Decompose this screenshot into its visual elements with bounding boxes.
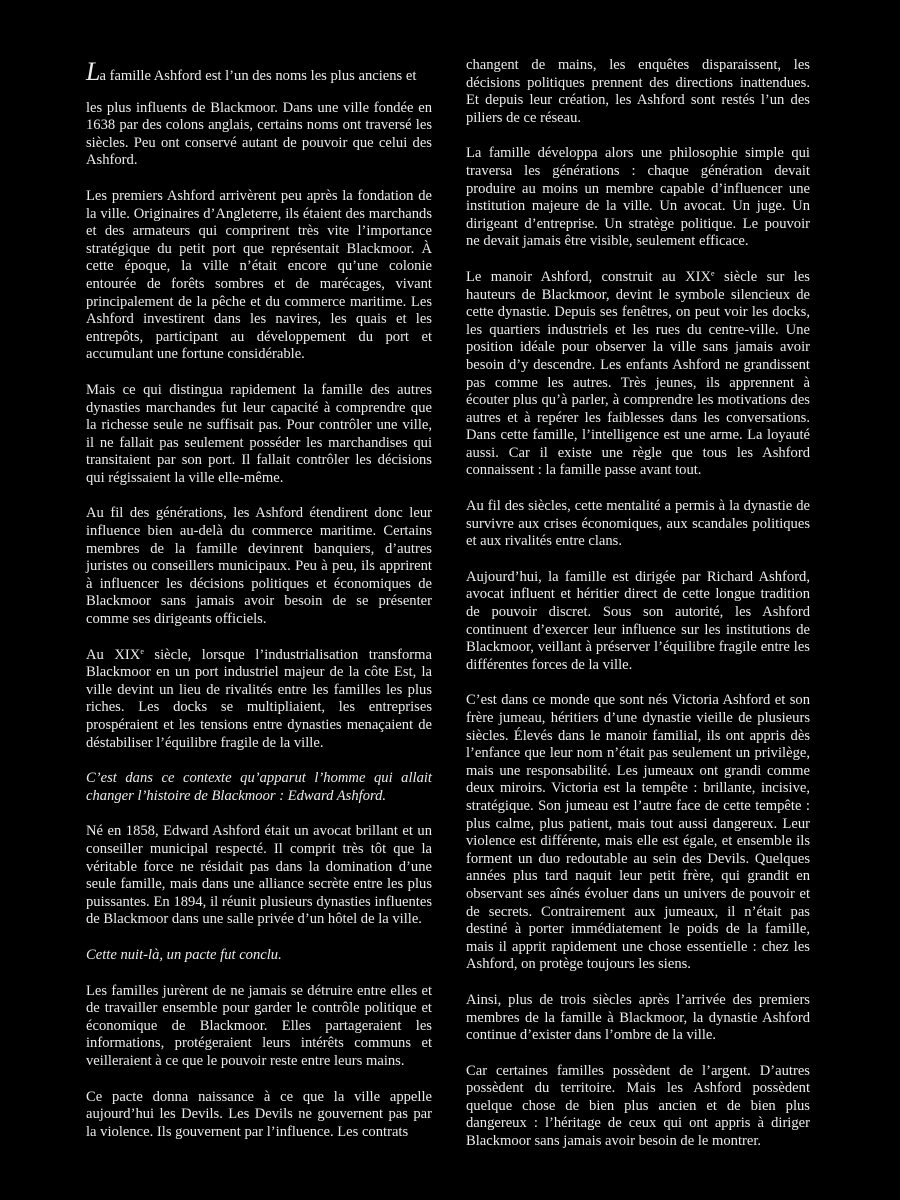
intro-rest: les plus influents de Blackmoor. Dans une ville fondée en 1638 par des colons anglais, certains noms ont traversé les siècles. Peu ont conservé autant de pouvoir que celui des Ashford. (86, 99, 432, 169)
text-segment: Au XIX (86, 646, 141, 663)
paragraph-pact: Cette nuit-là, un pacte fut conclu. (86, 946, 282, 963)
superscript: e (140, 646, 144, 656)
paragraph-edward: Né en 1858, Edward Ashford était un avocat brillant et un conseiller municipal respecté. Il comprit très tôt que la véritable force ne résidait pas dans la domination d’une seule famille, mais dans une alliance secrète entre les plus puissantes. En 1894, il réunit plusieurs dynasties influentes de Blackmoor dans une salle privée d’un hôtel de la ville. (86, 823, 432, 928)
paragraph-richard: Aujourd’hui, la famille est dirigée par Richard Ashford, avocat influent et héritier direct de cette longue tradition de pouvoir discret. Sous son autorité, les Ashford continuent d’exercer leur influence sur les institutions de Blackmoor, veillant à préserver l’équilibre fragile entre les différentes forces de la ville. (466, 568, 810, 673)
paragraph-devils: Ce pacte donna naissance à ce que la ville appelle aujourd’hui les Devils. Les Devils ne gouvernent pas par la violence. Ils gouvernent par l’influence. Les contrats (86, 1088, 432, 1140)
paragraph-closing: Car certaines familles possèdent de l’argent. D’autres possèdent du territoire. Mais les Ashford possèdent quelque chose de bien plus ancien et de bien plus dangereux : l’héritage de ceux qui ont appris à diriger Blackmoor sans jamais avoir besoin de le montrer. (466, 1062, 810, 1150)
paragraph-industrialisation (86, 647, 432, 753)
paragraph-first-ashfords: Les premiers Ashford arrivèrent peu après la fondation de la ville. Originaires d’Angleterre, ils étaient des marchands et des armateurs qui comprirent très vite l’importance stratégique du petit port que représentait Blackmoor. À cette époque, la ville n’était encore qu’une colonie entourée de forêts sombres et de marécages, vivant principalement de la pêche et du commerce maritime. Les Ashford investirent dans les navires, les quais et les entrepôts, participant au développement du port et accumulant une fortune considérable. (86, 187, 432, 363)
paragraph-edward-intro: C’est dans ce contexte qu’apparut l’homme qui allait changer l’histoire de Blackmoor : Edward Ashford. (86, 770, 432, 804)
superscript: e (711, 268, 715, 278)
paragraph-survival: Au fil des siècles, cette mentalité a permis à la dynastie de survivre aux crises économiques, aux scandales politiques et aux rivalités entre clans. (466, 498, 810, 550)
right-column (466, 57, 810, 1169)
drop-cap: L (86, 57, 99, 86)
left-column (86, 57, 432, 1159)
paragraph-philosophy: La famille développa alors une philosophie simple qui traversa les générations : chaque génération devait produire au moins un membre capable d’influencer une institution majeure de la ville. Un avocat. Un juge. Un dirigeant d’entreprise. Un stratège politique. Le pouvoir ne devait jamais être visible, seulement efficace. (466, 145, 810, 250)
paragraph-network: changent de mains, les enquêtes disparaissent, les décisions politiques prennent des directions inattendues. Et depuis leur création, les Ashford sont restés l’un des piliers de ce réseau. (466, 57, 810, 126)
paragraph-centuries: Ainsi, plus de trois siècles après l’arrivée des premiers membres de la famille à Blackmoor, la dynastie Ashford continue d’exister dans l’ombre de la ville. (466, 991, 810, 1044)
paragraph-families-oath: Les familles jurèrent de ne jamais se détruire entre elles et de travailler ensemble pour garder le contrôle politique et économique de Blackmoor. Elles partageraient les informations, protégeraient leurs intérêts communs et veilleraient à ce que le pouvoir reste entre leurs mains. (86, 982, 432, 1069)
paragraph-intro (86, 57, 432, 170)
text-segment: siècle, lorsque l’industrialisation transforma Blackmoor en un port industriel majeur de la côte Est, la ville devint un lieu de rivalités entre les familles les plus riches. Les docks se multipliaient, les entreprises prospéraient et les tensions entre dynasties menaçaient de déstabiliser l’équilibre fragile de la ville. (86, 646, 432, 751)
paragraph-manor (466, 269, 810, 480)
first-line (86, 57, 432, 86)
paragraph-wealth: Mais ce qui distingua rapidement la famille des autres dynasties marchandes fut leur capacité à comprendre que la richesse seule ne suffisait pas. Pour contrôler une ville, il ne fallait pas seulement posséder les marchandises qui transitaient par son port. Il fallait contrôler les décisions qui régissaient la ville elle-même. (86, 381, 432, 486)
first-line-text: a famille Ashford est l’un des noms les plus anciens et (99, 68, 417, 84)
paragraph-generations: Au fil des générations, les Ashford étendirent donc leur influence bien au-delà du commerce maritime. Certains membres de la famille devinrent banquiers, d’autres juristes ou conseillers municipaux. Peu à peu, ils apprirent à influencer les décisions politiques et économiques de Blackmoor sans jamais avoir besoin de se présenter comme ses dirigeants officiels. (86, 505, 432, 628)
paragraph-twins: C’est dans ce monde que sont nés Victoria Ashford et son frère jumeau, héritiers d’une dynastie vieille de plusieurs siècles. Élevés dans le manoir familial, ils ont appris dès l’enfance que leur nom n’était pas seulement un privilège, mais une responsabilité. Les jumeaux ont grandi comme deux miroirs. Victoria est la tempête : brillante, incisive, stratégique. Son jumeau est l’autre face de cette tempête : plus calme, plus patient, mais tout aussi dangereux. Leur violence est différente, mais elle est égale, et ensemble ils forment un duo redoutable au sein des Devils. Quelques années plus tard naquit leur petit frère, qui grandit en observant ses aînés évoluer dans un univers de pouvoir et de secrets. Contrairement aux jumeaux, il n’était pas destiné à porter immédiatement le poids de la famille, mais il apprit rapidement une chose essentielle : chez les Ashford, on protège toujours les siens. (466, 692, 810, 973)
text-segment: siècle sur les hauteurs de Blackmoor, devint le symbole silencieux de cette dynastie. Depuis ses fenêtres, on peut voir les docks, les quartiers industriels et les rues du centre-ville. Une position idéale pour observer la ville sans jamais avoir besoin d’y descendre. Les enfants Ashford ne grandissent pas comme les autres. Très jeunes, ils apprennent à écouter plus qu’à parler, à comprendre les motivations des autres et à repérer les faiblesses dans les conversations. Dans cette famille, l’intelligence est une arme. La loyauté aussi. Car il existe une règle que tous les Ashford connaissent : la famille passe avant tout. (466, 268, 810, 479)
text-segment: Le manoir Ashford, construit au XIX (466, 268, 712, 285)
